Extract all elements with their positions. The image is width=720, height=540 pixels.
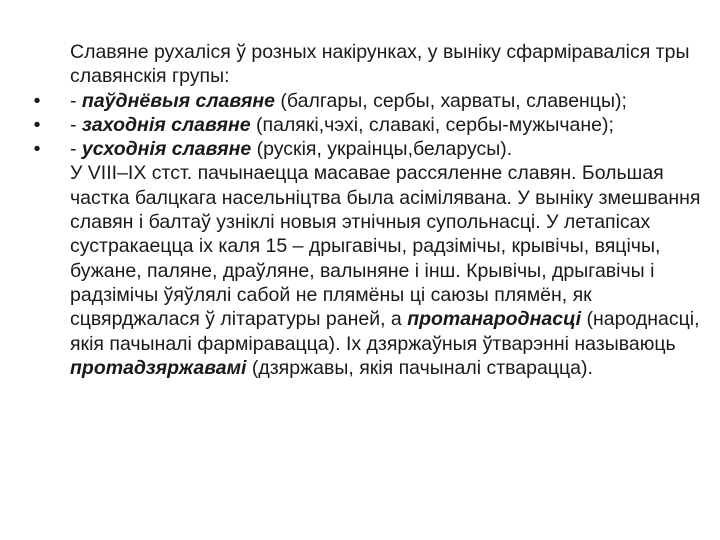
bullet-term: паўднёвыя славяне xyxy=(81,89,275,112)
bullet-term: усходнія славяне xyxy=(81,138,252,161)
bullet-text: (палякі,чэхі, славакі, сербы-мужычане); xyxy=(250,113,614,136)
bullet-item-east xyxy=(33,137,710,161)
bullet-icon: • xyxy=(33,113,41,136)
body-text-3: (дзяржавы, якія пачыналі стварацца). xyxy=(246,356,593,379)
term-protostates: протадзяржавамі xyxy=(70,356,247,379)
body-text-2: (народнасці, якія пачыналі фарміравацца). Іх дзяржаўныя ўтварэнні называюць xyxy=(70,308,700,355)
bullet-term: заходнія славяне xyxy=(81,113,251,136)
intro-paragraph: Славяне рухаліся ў розных накірунках, у выніку сфарміраваліся тры славянскія групы: xyxy=(70,41,690,88)
bullet-icon: • xyxy=(33,138,41,161)
body-paragraph xyxy=(70,161,710,380)
bullet-text: (балгары, сербы, харваты, славенцы); xyxy=(274,89,627,112)
body-text-1: У VIII–IX стст. пачынаецца масавае рассяленне славян. Большая частка балцкага насельніцтва была асімілявана. У выніку змешвання славян і балтаў узніклі новыя этнічныя супольнасці. У летапісах сустракаецца іх каля 15 – дрыгавічы, радзімічы, крывічы, вяцічы, бужане, паляне, драўляне, валыняне і інш. Крывічы, дрыгавічы і радзімічы ўяўлялі сабой не плямёны ці саюзы плямён, як сцвярджалася ў літаратуры раней, а xyxy=(70,162,701,331)
bullet-dash: - xyxy=(70,89,82,112)
bullet-item-west xyxy=(33,113,710,137)
bullet-text: (рускія, украінцы,беларусы). xyxy=(251,138,513,161)
bullet-item-south xyxy=(33,89,710,113)
bullet-dash: - xyxy=(70,113,82,136)
bullet-dash: - xyxy=(70,138,82,161)
term-protonationality: протанароднасці xyxy=(407,308,582,331)
bullet-icon: • xyxy=(33,89,41,112)
slide-body xyxy=(33,40,710,380)
